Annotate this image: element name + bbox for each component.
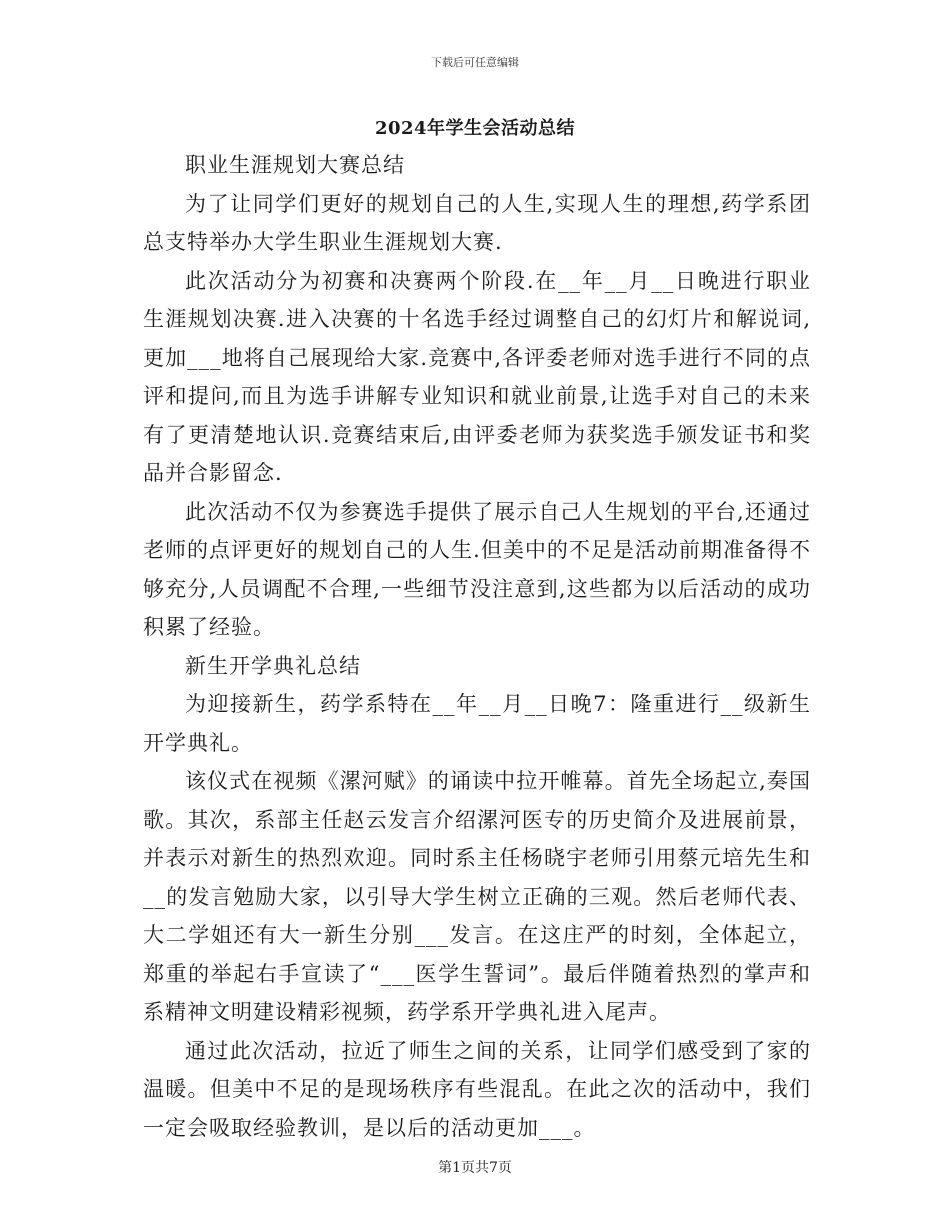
paragraph: 为迎接新生，药学系特在__年__月__日晚7：隆重进行__级新生开学典礼。 bbox=[143, 692, 811, 755]
paragraph: 此次活动分为初赛和决赛两个阶段.在__年__月__日晚进行职业生涯规划决赛.进入决赛的十名选手经过调整自己的幻灯片和解说词,更加___地将自己展现给大家.竞赛中,各评委老师对选手进行不同的点评和提问,而且为选手讲解专业知识和就业前景,让选手对自己的未来有了更清楚地认识.竞赛结束后,由评委老师为获奖选手颁发证书和奖品并合影留念. bbox=[143, 268, 811, 485]
paragraph: 为了让同学们更好的规划自己的人生,实现人生的理想,药学系团总支特举办大学生职业生涯规划大赛. bbox=[143, 191, 811, 254]
paragraph: 该仪式在视频《漯河赋》的诵读中拉开帷幕。首先全场起立,奏国歌。其次，系部主任赵云发言介绍漯河医专的历史简介及进展前景，并表示对新生的热烈欢迎。同时系主任杨晓宇老师引用蔡元培先生和__的发言勉励大家，以引导大学生树立正确的三观。然后老师代表、大二学姐还有大一新生分别___发言。在这庄严的时刻，全体起立，郑重的举起右手宣读了“___医学生誓词”。最后伴随着热烈的掌声和系精神文明建设精彩视频，药学系开学典礼进入尾声。 bbox=[143, 769, 811, 1024]
paragraph: 通过此次活动，拉近了师生之间的关系，让同学们感受到了家的温暖。但美中不足的是现场秩序有些混乱。在此之次的活动中，我们一定会吸取经验教训，是以后的活动更加___。 bbox=[143, 1038, 811, 1140]
section-heading: 职业生涯规划大赛总结 bbox=[185, 153, 405, 177]
paragraph: 此次活动不仅为参赛选手提供了展示自己人生规划的平台,还通过老师的点评更好的规划自己的人生.但美中的不足是活动前期准备得不够充分,人员调配不合理,一些细节没注意到,这些都为以后活动的成功积累了经验。 bbox=[143, 499, 811, 639]
page-number-footer: 第1页共7页 bbox=[438, 1160, 512, 1176]
document-title: 2024年学生会活动总结 bbox=[374, 118, 576, 139]
document-body bbox=[143, 146, 811, 1147]
section-heading: 新生开学典礼总结 bbox=[185, 653, 361, 678]
header-note: 下载后可任意编辑 bbox=[431, 56, 519, 69]
